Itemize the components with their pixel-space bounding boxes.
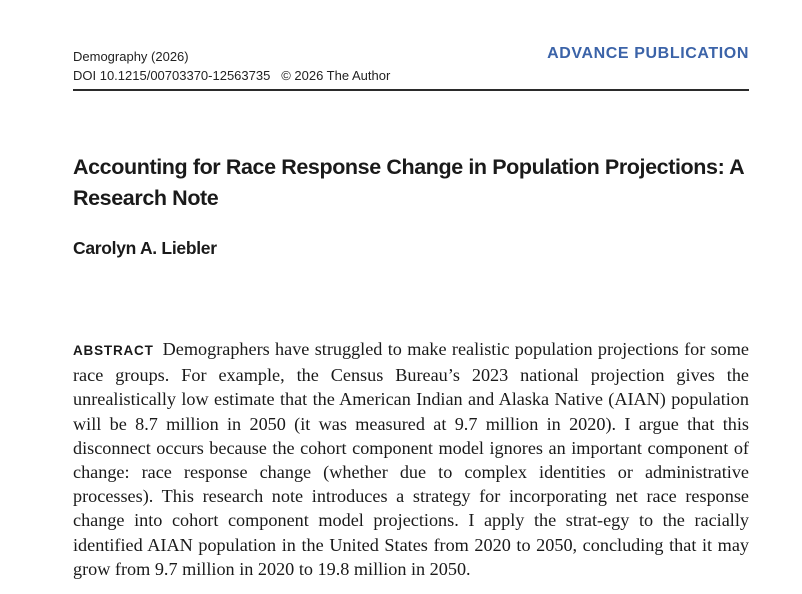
doi: DOI 10.1215/00703370-12563735 (73, 68, 271, 83)
abstract (73, 337, 749, 581)
doi-line (73, 66, 390, 85)
abstract-text: Demographers have struggled to make realistic population projections for some race groups. For example, the Census Bureau’s 2023 national projection gives the unrealistically low estimate that the American Indian and Alaska Native (AIAN) population will be 8.7 million in 2050 (it was measured at 9.7 million in 2020). I argue that this disconnect occurs because the cohort component model ignores an important component of change: race response change (whether due to complex identities or administrative processes). This research note introduces a strategy for incorporating net race response change into cohort component model projections. I apply the strat-egy to the racially identified AIAN population in the United States from 2020 to 2050, concluding that it may grow from 9.7 million in 2020 to 19.8 million in 2050. (73, 339, 749, 579)
header-rule (73, 89, 749, 91)
article-title: Accounting for Race Response Change in Population Projections: A Research Note (73, 155, 744, 210)
abstract-label: ABSTRACT (73, 343, 154, 358)
article-page (73, 44, 749, 579)
advance-publication-label: ADVANCE PUBLICATION (547, 45, 749, 62)
author-name: Carolyn A. Liebler (73, 238, 217, 258)
journal-info (73, 47, 390, 85)
article-header (73, 44, 749, 84)
copyright: © 2026 The Author (281, 68, 391, 83)
journal-name: Demography (2026) (73, 49, 189, 64)
